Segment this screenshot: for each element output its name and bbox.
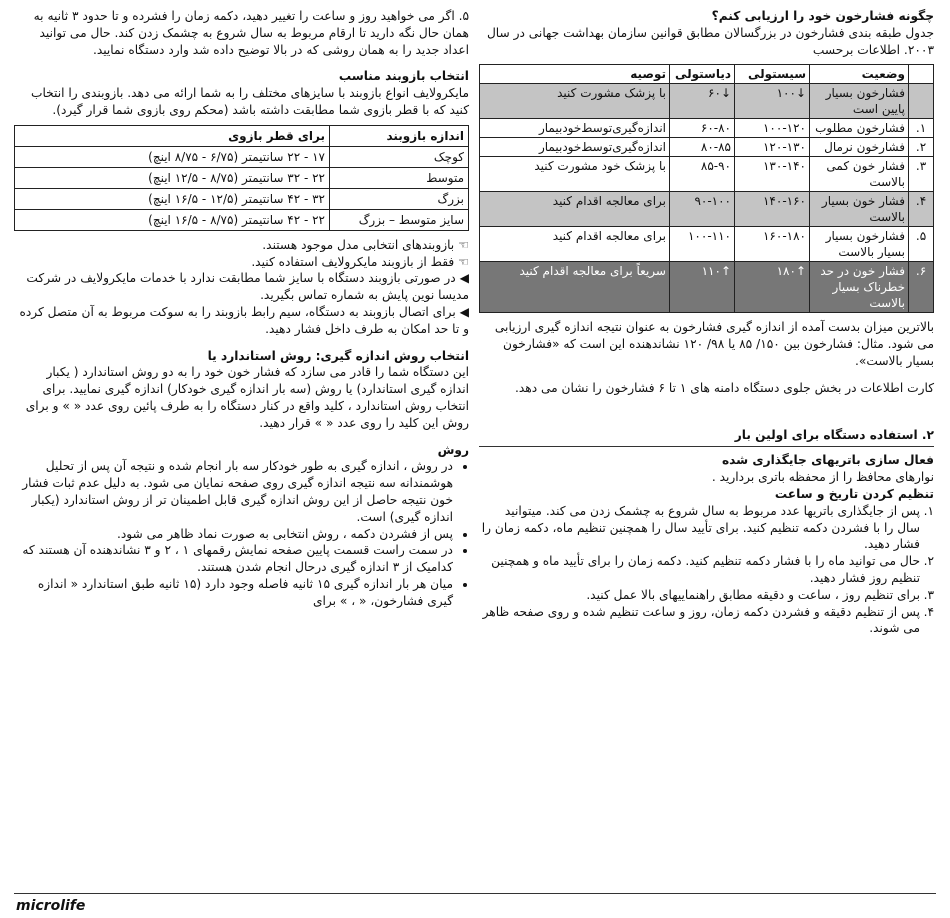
bp-header-num [909, 65, 934, 84]
datetime-list [479, 503, 934, 637]
cuff-service-bullet: ◀ در صورتی بازوبند دستگاه با سایز شما مطابقت ندارد با خدمات مایکرولایف در شرکت مدیسا نوین پایش به شماره تماس بگیرید. [26, 271, 469, 303]
cuff-connect-bullet: ◀ برای اتصال بازوبند به دستگاه، سیم رابط بازوبند را به سوکت مربوط به آن متصل کرده و تا حد امکان به طرف داخل فشار دهید. [19, 304, 469, 336]
battery-title: فعال سازی باتریهای جایگذاری شده [721, 453, 934, 468]
mode-title: انتخاب روش اندازه گیری: روش استاندارد یا [207, 348, 469, 363]
list-item: ۱. پس از جایگذاری باتریها عدد مربوط به سال شروع به چشمک زدن می کند. میتوانید سال را با فشردن دکمه تنظیم کنید. برای تأیید سال را همچنین تنظیم ماه، دکمه زمان را فشار دهید. [481, 503, 934, 552]
table-row: فشارخون بسیار پایین است ↓۱۰۰ ↓۶۰ با پزشک مشورت کنید [480, 84, 934, 119]
list-item: ۴. پس از تنظیم دقیقه و فشردن دکمه زمان، روز و ساعت تنظیم شده و روی صفحه ظاهر می شوند. [482, 604, 934, 636]
list-item: ۲. حال می توانید ماه را با فشار دکمه تنظیم کنید. دکمه زمان را برای تأیید ماه و همچنین تنظیم روز فشار دهید. [491, 554, 934, 585]
list-item: ۳. برای تنظیم روز ، ساعت و دقیقه مطابق راهنماییهای بالا عمل کنید. [586, 587, 934, 602]
bp-header-status: وضعیت [810, 65, 909, 84]
bp-evaluation-text: بالاترین میزان بدست آمده از اندازه گیری فشارخون به عنوان نتیجه اندازه گیری ارزیابی می شود. مثال: فشارخون بین ۱۵۰/ ۸۵ یا ۹۸/ ۱۲۰ نشاندهنده این است که «فشارخون بسیار بالاست». [494, 320, 934, 368]
table-row: ۵. فشارخون بسیار بسیار بالاست ۱۶۰-۱۸۰ ۱۰۰-۱۱۰ برای معالجه اقدام کنید [480, 227, 934, 262]
method-list [14, 458, 469, 609]
cuff-note-models: ☜ بازوبندهای انتخابی مدل موجود هستند. [262, 237, 469, 252]
bp-question-title: چگونه فشارخون خود را ارزیابی کنم؟ [711, 9, 934, 23]
table-row: متوسط ۲۲ - ۳۲ سانتیمتر (۸/۷۵ - ۱۲/۵ اینچ) [15, 167, 469, 188]
right-column [479, 8, 934, 637]
card-info-text: کارت اطلاعات در بخش جلوی دستگاه دامنه های ۱ تا ۶ فشارخون را نشان می دهد. [515, 380, 934, 395]
cuff-text: مایکرولایف انواع بازوبند با سایزهای مختلف را به شما ارائه می دهد. بازوبندی را انتخاب کنید که با قطر بازوی شما مطابقت داشته باشد (محکم روی بازوی شما قرار گیرد). [30, 86, 469, 117]
list-item: • در روش ، اندازه گیری به طور خودکار سه بار انجام شده و نتیجه آن پس از تحلیل هوشمندانه سه نتیجه اندازه گیری روی صفحه نمایان می شود. به دلیل عدم ثبات فشار خون نتیجه حاصل از این روش اندازه گیری قابل اطمینان تر از روش استاندارد (یکبار اندازه گیری) است. [14, 458, 453, 525]
table-row: ۲. فشارخون نرمال ۱۲۰-۱۳۰ ۸۰-۸۵ اندازه‌گیری‌توسط‌خودبیمار [480, 138, 934, 157]
bp-table-header [480, 65, 934, 84]
bp-header-advice: توصیه [480, 65, 670, 84]
table-row: ۱. فشارخون مطلوب ۱۰۰-۱۲۰ ۶۰-۸۰ اندازه‌گیری‌توسط‌خودبیمار [480, 119, 934, 138]
left-column [14, 8, 469, 610]
table-row: ۶. فشار خون در حد خطرناک بسیار بالاست ↑۱۸۰ ↑۱۱۰ سریعاً برای معالجه اقدام کنید [480, 262, 934, 313]
bp-header-sys: سیستولی [735, 65, 810, 84]
table-row: کوچک ۱۷ - ۲۲ سانتیمتر (۶/۷۵ - ۸/۷۵ اینچ) [15, 146, 469, 167]
cuff-title: انتخاب بازوبند مناسب [338, 69, 469, 84]
list-item: • پس از فشردن دکمه ، روش انتخابی به صورت نماد ظاهر می شود. [14, 526, 453, 543]
section2-title: ۲. استفاده دستگاه برای اولین بار [734, 427, 934, 442]
cuff-note-microlife: ☜ فقط از بازوبند مایکرولایف استفاده کنید. [251, 254, 469, 269]
footer-divider [14, 893, 936, 894]
bp-classification-table [479, 64, 934, 313]
battery-text: نوارهای محافظ را از محفظه باتری بردارید . [711, 470, 934, 485]
list-item: • در سمت راست قسمت پایین صفحه نمایش رقمهای ۱ ، ۲ و ۳ نشاندهنده آن هستند که کدامیک از ۳ اندازه گیری درحال انجام شدن هستند. [14, 542, 453, 576]
cuff-size-table [14, 125, 469, 231]
datetime-title: تنظیم کردن تاریخ و ساعت [774, 486, 934, 501]
mode-text: این دستگاه شما را قادر می سازد که فشار خون خود را به دو روش استاندارد ( یکبار اندازه گیری استاندارد) یا روش (سه بار اندازه گیری خودکار) اندازه گیری نمایید. برای انتخاب روش استاندارد ، کلید واقع در کنار دستگاه را به طرف پائین روی عدد « » و برای روش این کلید را روی عدد « » قرار دهید. [25, 365, 469, 430]
table-row: ۴. فشار خون بسیار بالاست ۱۴۰-۱۶۰ ۹۰-۱۰۰ برای معالجه اقدام کنید [480, 192, 934, 227]
method-title: روش [437, 442, 469, 457]
table-row: سایز متوسط – بزرگ ۲۲ - ۴۲ سانتیمتر (۸/۷۵ - ۱۶/۵ اینچ) [15, 209, 469, 230]
table-row: بزرگ ۳۲ - ۴۲ سانتیمتر (۱۲/۵ - ۱۶/۵ اینچ) [15, 188, 469, 209]
bp-header-dia: دیاستولی [670, 65, 735, 84]
bp-intro: جدول طبقه بندی فشارخون در بزرگسالان مطابق قوانین سازمان بهداشت جهانی در سال ۲۰۰۳. اطلاعات برحسب [486, 25, 934, 57]
section-divider [479, 446, 934, 447]
list-item: • میان هر بار اندازه گیری ۱۵ ثانیه فاصله وجود دارد (۱۵ ثانیه طبق استاندارد « اندازه گیری فشارخون، « ، » برای [14, 576, 453, 610]
table-row: ۳. فشار خون کمی بالاست ۱۳۰-۱۴۰ ۸۵-۹۰ با پزشک خود مشورت کنید [480, 157, 934, 192]
cuff-table-header: اندازه بازوبند برای قطر بازوی [15, 125, 469, 146]
brand-logo: microlife [16, 898, 86, 914]
datetime-item-5: ۵. اگر می خواهید روز و ساعت را تغییر دهید، دکمه زمان را فشرده و تا حدود ۳ ثانیه به همان حال نگه دارید تا ارقام مربوط به سال شروع به چشمک زدن کند. حال می توانید اعداد جدید را به همان روشی که در بالا توضیح داده شد وارد دستگاه نمایید. [33, 9, 469, 57]
